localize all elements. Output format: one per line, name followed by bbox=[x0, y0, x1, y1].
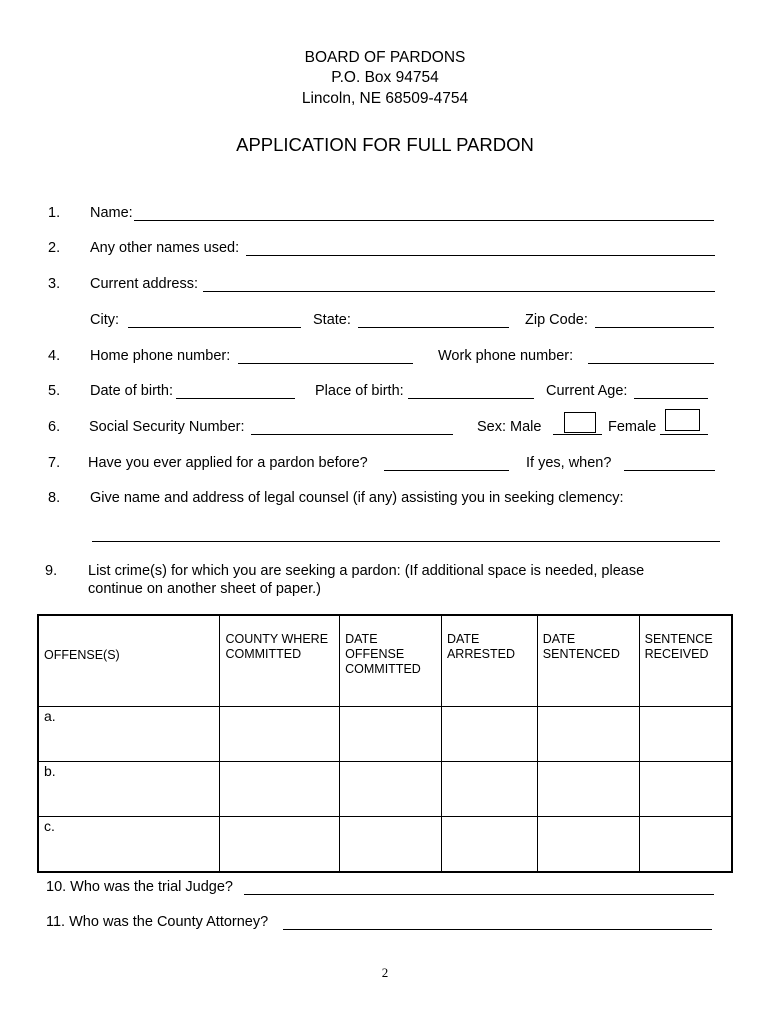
ssn-label: Social Security Number: bbox=[89, 419, 245, 435]
sex-label: Sex: Male bbox=[477, 419, 542, 435]
crimes-instruction-line2: continue on another sheet of paper.) bbox=[88, 581, 321, 597]
table-cell[interactable] bbox=[537, 817, 639, 873]
counsel-label: Give name and address of legal counsel (if any) assisting you in seeking clemency: bbox=[90, 490, 624, 506]
form-title: APPLICATION FOR FULL PARDON bbox=[236, 134, 534, 155]
item-number-9: 9. bbox=[45, 563, 58, 579]
trial-judge-field[interactable] bbox=[244, 894, 714, 895]
zip-field[interactable] bbox=[595, 327, 714, 328]
male-checkbox[interactable] bbox=[564, 412, 596, 433]
crimes-instruction-line1: List crime(s) for which you are seeking a pardon: (If additional space is needed, please bbox=[88, 563, 645, 579]
female-underline bbox=[660, 434, 708, 435]
table-cell[interactable] bbox=[340, 762, 442, 817]
table-row bbox=[38, 762, 732, 817]
trial-judge-label: 10. Who was the trial Judge? bbox=[46, 879, 233, 895]
male-underline bbox=[553, 434, 602, 435]
other-names-field[interactable] bbox=[246, 255, 715, 256]
table-header-cell: SENTENCE RECEIVED bbox=[639, 615, 732, 707]
prior-pardon-field[interactable] bbox=[384, 470, 509, 471]
table-cell[interactable] bbox=[220, 707, 340, 762]
address-field[interactable] bbox=[203, 291, 715, 292]
name-field[interactable] bbox=[134, 220, 714, 221]
female-label: Female bbox=[608, 419, 657, 435]
work-phone-label: Work phone number: bbox=[438, 348, 574, 364]
work-phone-field[interactable] bbox=[588, 363, 714, 364]
table-cell[interactable] bbox=[340, 707, 442, 762]
zip-label: Zip Code: bbox=[525, 312, 588, 328]
home-phone-label: Home phone number: bbox=[90, 348, 231, 364]
dob-label: Date of birth: bbox=[90, 383, 174, 399]
item-number-5: 5. bbox=[48, 383, 61, 399]
pob-label: Place of birth: bbox=[315, 383, 404, 399]
county-attorney-field[interactable] bbox=[283, 929, 712, 930]
state-label: State: bbox=[313, 312, 351, 328]
table-cell[interactable] bbox=[639, 762, 732, 817]
address-label: Current address: bbox=[90, 276, 198, 292]
table-header-cell: DATE SENTENCED bbox=[537, 615, 639, 707]
po-box: P.O. Box 94754 bbox=[331, 69, 439, 86]
state-field[interactable] bbox=[358, 327, 509, 328]
city-field[interactable] bbox=[128, 327, 301, 328]
table-cell[interactable] bbox=[639, 707, 732, 762]
name-label: Name: bbox=[90, 205, 133, 221]
age-field[interactable] bbox=[634, 398, 708, 399]
table-header-cell: DATE ARRESTED bbox=[441, 615, 537, 707]
crimes-table-header bbox=[38, 615, 732, 707]
prior-pardon-label: Have you ever applied for a pardon before? bbox=[88, 455, 368, 471]
ssn-field[interactable] bbox=[251, 434, 453, 435]
item-number-7: 7. bbox=[48, 455, 61, 471]
table-cell[interactable] bbox=[220, 817, 340, 873]
city-label: City: bbox=[90, 312, 119, 328]
table-row bbox=[38, 817, 732, 873]
table-cell[interactable] bbox=[441, 707, 537, 762]
table-cell[interactable] bbox=[441, 817, 537, 873]
item-number-1: 1. bbox=[48, 205, 61, 221]
page-number: 2 bbox=[381, 965, 389, 980]
table-cell[interactable] bbox=[537, 762, 639, 817]
table-header-cell: OFFENSE(S) bbox=[38, 615, 220, 707]
age-label: Current Age: bbox=[546, 383, 628, 399]
counsel-field[interactable] bbox=[92, 541, 720, 542]
dob-field[interactable] bbox=[176, 398, 295, 399]
crimes-table bbox=[37, 614, 733, 873]
table-header-cell: DATE OFFENSE COMMITTED bbox=[340, 615, 442, 707]
home-phone-field[interactable] bbox=[238, 363, 413, 364]
item-number-6: 6. bbox=[48, 419, 61, 435]
org-name: BOARD OF PARDONS bbox=[304, 49, 466, 66]
table-cell[interactable] bbox=[537, 707, 639, 762]
item-number-2: 2. bbox=[48, 240, 61, 256]
table-row-label[interactable]: a. bbox=[38, 707, 220, 762]
item-number-8: 8. bbox=[48, 490, 61, 506]
table-row-label[interactable]: b. bbox=[38, 762, 220, 817]
table-cell[interactable] bbox=[441, 762, 537, 817]
table-header-cell: COUNTY WHERE COMMITTED bbox=[220, 615, 340, 707]
when-label: If yes, when? bbox=[526, 455, 612, 471]
when-field[interactable] bbox=[624, 470, 715, 471]
table-row bbox=[38, 707, 732, 762]
item-number-3: 3. bbox=[48, 276, 61, 292]
pob-field[interactable] bbox=[408, 398, 534, 399]
table-cell[interactable] bbox=[220, 762, 340, 817]
table-cell[interactable] bbox=[639, 817, 732, 873]
female-checkbox[interactable] bbox=[665, 409, 700, 431]
other-names-label: Any other names used: bbox=[90, 240, 240, 256]
table-cell[interactable] bbox=[340, 817, 442, 873]
county-attorney-label: 11. Who was the County Attorney? bbox=[46, 914, 269, 930]
city-address: Lincoln, NE 68509-4754 bbox=[301, 90, 469, 107]
table-row-label[interactable]: c. bbox=[38, 817, 220, 873]
item-number-4: 4. bbox=[48, 348, 61, 364]
